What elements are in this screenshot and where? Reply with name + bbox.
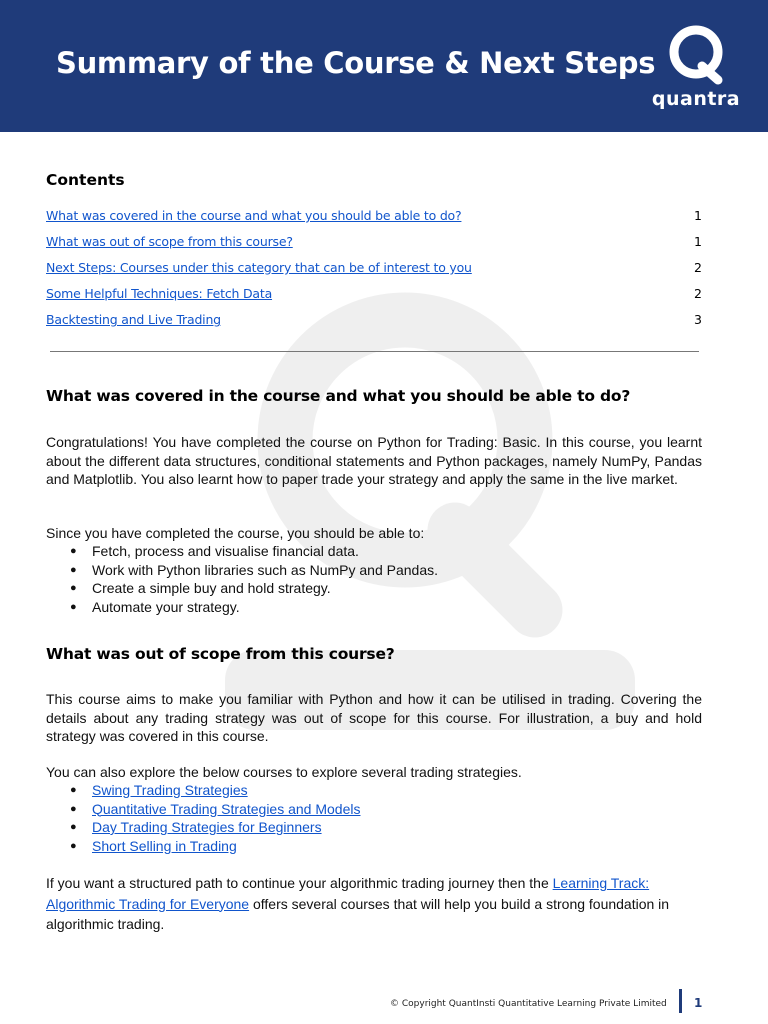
- toc-page-number: 1: [694, 234, 702, 249]
- footer-divider: [679, 989, 682, 1013]
- quantra-watermark-icon: [205, 270, 655, 750]
- toc-page-number: 1: [694, 208, 702, 223]
- toc-page-number: 3: [694, 312, 702, 327]
- list-item: [46, 800, 361, 819]
- section-heading: What was covered in the course and what you should be able to do?: [46, 387, 631, 405]
- bullet-icon: ●: [70, 839, 77, 852]
- learning-track-link[interactable]: Learning Track: Algorithmic Trading for Everyone: [46, 875, 650, 912]
- toc-page-number: 2: [694, 286, 702, 301]
- bullet-icon: ●: [70, 545, 77, 557]
- toc-item: [46, 286, 702, 304]
- toc-item: [46, 260, 702, 278]
- bullet-icon: ●: [70, 582, 77, 594]
- footer-copyright: © Copyright QuantInsti Quantitative Learning Private Limited: [390, 999, 667, 1009]
- toc-link[interactable]: What was covered in the course and what you should be able to do?: [46, 208, 462, 223]
- bullet-icon: ●: [70, 563, 77, 576]
- toc-page-number: 2: [694, 260, 702, 275]
- quantra-logo: [648, 22, 744, 114]
- list-item: ● Fetch, process and visualise financial data.: [70, 543, 359, 559]
- logo-text: quantra: [651, 88, 741, 110]
- quantra-logo-icon: [648, 22, 744, 92]
- toc-divider: [50, 351, 699, 352]
- section-paragraph: Congratulations! You have completed the course on Python for Trading: Basic. In this course, you learnt about the different data structures, conditional statements and Python packages, namely NumPy, Pandas and Matplotlib. You also learnt how to paper trade your strategy and apply the same in the live market.: [46, 434, 702, 487]
- course-link[interactable]: Day Trading Strategies for Beginners: [92, 819, 322, 835]
- toc-link[interactable]: Some Helpful Techniques: Fetch Data: [46, 286, 273, 301]
- bullet-icon: ●: [70, 784, 77, 796]
- list-item: [46, 818, 361, 837]
- toc-link[interactable]: What was out of scope from this course?: [46, 234, 293, 249]
- course-link[interactable]: Swing Trading Strategies: [92, 782, 248, 798]
- footer-page-number: 1: [694, 996, 703, 1010]
- bullet-list: [46, 542, 438, 616]
- list-item: ● Create a simple buy and hold strategy.: [70, 580, 331, 596]
- course-link-list: [46, 781, 361, 855]
- bullet-icon: ●: [70, 802, 77, 815]
- links-intro: You can also explore the below courses to explore several trading strategies.: [46, 764, 522, 780]
- list-item: ● Work with Python libraries such as NumPy and Pandas.: [70, 561, 439, 578]
- toc-heading: Contents: [46, 171, 125, 189]
- course-link[interactable]: Quantitative Trading Strategies and Models: [92, 800, 361, 817]
- list-item: [46, 781, 361, 800]
- list-item: ● Automate your strategy.: [70, 598, 240, 615]
- list-item: [46, 837, 361, 856]
- toc-link[interactable]: Backtesting and Live Trading: [46, 312, 221, 327]
- toc-link[interactable]: Next Steps: Courses under this category that can be of interest to you: [46, 260, 472, 275]
- section-paragraph: This course aims to make you familiar with Python and how it can be utilised in trading. Covering the details about any trading strategy was out of scope for this course. For illustration, a buy and hold strategy was covered in this course.: [46, 691, 702, 744]
- toc-item: [46, 234, 702, 252]
- bullet-intro: Since you have completed the course, you should be able to:: [46, 525, 425, 541]
- page-header: [0, 0, 768, 132]
- bullet-icon: ●: [70, 600, 77, 613]
- closing-paragraph: If you want a structured path to continue your algorithmic trading journey then the Learning Track: Algorithmic Trading for Everyone offers several courses that will help you build a strong foundation in algorithmic trading.: [46, 875, 670, 932]
- toc-item: [46, 312, 702, 330]
- page-title: Summary of the Course & Next Steps: [56, 46, 656, 80]
- toc-item: [46, 208, 702, 226]
- bullet-icon: ●: [70, 821, 77, 833]
- course-link[interactable]: Short Selling in Trading: [92, 837, 237, 854]
- section-heading: What was out of scope from this course?: [46, 645, 395, 663]
